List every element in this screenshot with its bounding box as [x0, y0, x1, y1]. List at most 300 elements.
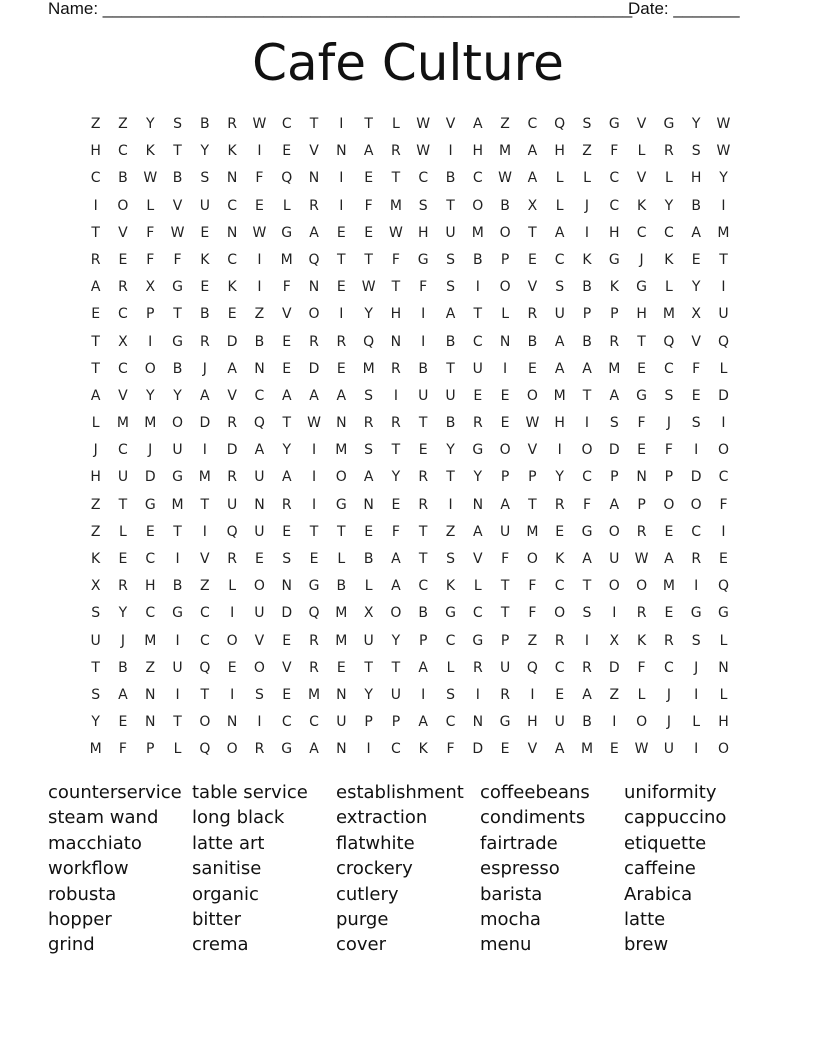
grid-letter[interactable]: Z — [90, 523, 101, 540]
grid-letter[interactable]: W — [525, 415, 540, 432]
grid-letter[interactable]: E — [200, 224, 210, 241]
grid-letter[interactable]: T — [473, 306, 483, 323]
grid-letter[interactable]: E — [719, 551, 728, 567]
grid-letter[interactable]: T — [364, 251, 373, 268]
grid-letter[interactable]: A — [200, 387, 210, 404]
grid-letter[interactable]: N — [281, 578, 292, 595]
grid-letter[interactable]: G — [172, 279, 183, 296]
grid-letter[interactable]: T — [528, 496, 537, 513]
grid-letter[interactable]: S — [555, 279, 565, 296]
grid-letter[interactable]: W — [388, 224, 403, 241]
grid-letter[interactable]: Y — [555, 469, 564, 486]
grid-letter[interactable]: Q — [363, 333, 375, 350]
grid-letter[interactable]: T — [337, 251, 346, 268]
grid-letter[interactable]: I — [339, 306, 344, 323]
grid-letter[interactable]: A — [445, 306, 456, 323]
grid-letter[interactable]: Q — [526, 659, 538, 676]
grid-letter[interactable]: B — [473, 251, 483, 268]
grid-letter[interactable]: F — [637, 659, 646, 676]
grid-letter[interactable]: A — [664, 551, 674, 567]
grid-letter[interactable]: D — [199, 415, 211, 432]
grid-letter[interactable]: T — [173, 306, 182, 323]
grid-letter[interactable]: N — [472, 714, 484, 731]
grid-letter[interactable]: D — [690, 469, 702, 486]
grid-letter[interactable]: U — [445, 224, 456, 241]
grid-letter[interactable]: R — [554, 632, 565, 649]
grid-letter[interactable]: T — [582, 387, 592, 404]
grid-letter[interactable]: S — [446, 279, 455, 296]
grid-letter[interactable]: R — [227, 116, 237, 132]
grid-letter[interactable]: L — [337, 551, 346, 567]
grid-letter[interactable]: U — [472, 360, 483, 377]
grid-letter[interactable]: W — [716, 116, 731, 132]
grid-letter[interactable]: U — [554, 306, 565, 323]
grid-letter[interactable]: C — [472, 170, 483, 187]
grid-letter[interactable]: O — [663, 496, 675, 513]
grid-letter[interactable]: Y — [282, 442, 291, 459]
grid-letter[interactable]: C — [418, 170, 429, 187]
grid-letter[interactable]: H — [144, 578, 156, 595]
grid-letter[interactable]: U — [363, 632, 374, 649]
grid-letter[interactable]: R — [418, 496, 429, 513]
grid-letter[interactable]: W — [416, 116, 431, 132]
grid-letter[interactable]: J — [584, 197, 590, 214]
grid-letter[interactable]: F — [528, 578, 537, 595]
grid-letter[interactable]: Q — [199, 659, 211, 676]
grid-letter[interactable]: E — [282, 333, 292, 350]
grid-letter[interactable]: M — [171, 496, 184, 513]
grid-letter[interactable]: I — [721, 197, 726, 214]
grid-letter[interactable]: N — [390, 333, 402, 350]
grid-letter[interactable]: V — [118, 387, 128, 404]
grid-letter[interactable]: B — [254, 333, 265, 350]
grid-letter[interactable]: S — [173, 116, 182, 132]
grid-letter[interactable]: G — [281, 224, 293, 241]
grid-letter[interactable]: E — [418, 442, 428, 459]
grid-letter[interactable]: M — [662, 578, 675, 595]
grid-letter[interactable]: C — [663, 360, 674, 377]
grid-letter[interactable]: O — [390, 605, 402, 622]
grid-letter[interactable]: T — [446, 469, 455, 486]
grid-letter[interactable]: P — [637, 496, 646, 513]
grid-letter[interactable]: E — [200, 279, 210, 296]
grid-letter[interactable]: C — [554, 578, 565, 595]
grid-letter[interactable]: T — [309, 116, 319, 132]
grid-letter[interactable]: W — [634, 551, 649, 567]
grid-letter[interactable]: R — [254, 741, 265, 758]
grid-letter[interactable]: I — [339, 170, 344, 187]
grid-letter[interactable]: T — [637, 333, 646, 350]
grid-letter[interactable]: F — [173, 251, 182, 268]
grid-letter[interactable]: A — [527, 170, 538, 187]
grid-letter[interactable]: F — [364, 197, 373, 214]
grid-letter[interactable]: T — [391, 659, 401, 676]
grid-letter[interactable]: K — [582, 251, 592, 268]
grid-letter[interactable]: B — [172, 360, 183, 377]
grid-letter[interactable]: O — [717, 741, 729, 758]
grid-letter[interactable]: B — [418, 360, 429, 377]
grid-letter[interactable]: C — [227, 251, 238, 268]
grid-letter[interactable]: E — [145, 523, 155, 540]
grid-letter[interactable]: G — [281, 741, 293, 758]
grid-letter[interactable]: A — [227, 360, 237, 377]
grid-letter[interactable]: C — [663, 659, 674, 676]
grid-letter[interactable]: C — [445, 714, 456, 731]
grid-letter[interactable]: F — [419, 279, 428, 296]
grid-letter[interactable]: M — [526, 523, 539, 540]
grid-letter[interactable]: T — [391, 442, 401, 459]
grid-letter[interactable]: J — [666, 686, 671, 703]
grid-letter[interactable]: G — [608, 251, 620, 268]
grid-letter[interactable]: N — [226, 714, 238, 731]
grid-letter[interactable]: S — [364, 442, 374, 459]
grid-letter[interactable]: M — [553, 387, 566, 404]
grid-letter[interactable]: Y — [664, 197, 674, 214]
grid-letter[interactable]: O — [690, 496, 702, 513]
grid-letter[interactable]: R — [391, 143, 401, 160]
grid-letter[interactable]: E — [664, 605, 674, 622]
grid-letter[interactable]: V — [309, 143, 319, 160]
grid-letter[interactable]: R — [336, 333, 347, 350]
grid-letter[interactable]: I — [175, 551, 180, 567]
grid-letter[interactable]: O — [172, 415, 184, 432]
grid-letter[interactable]: L — [91, 415, 100, 432]
grid-letter[interactable]: Y — [364, 306, 373, 323]
grid-letter[interactable]: I — [584, 415, 590, 432]
grid-letter[interactable]: K — [555, 551, 565, 567]
grid-letter[interactable]: E — [500, 387, 510, 404]
grid-letter[interactable]: A — [554, 333, 565, 350]
grid-letter[interactable]: Y — [145, 387, 155, 404]
grid-letter[interactable]: L — [719, 632, 728, 649]
grid-letter[interactable]: I — [530, 686, 535, 703]
grid-letter[interactable]: N — [336, 143, 347, 160]
grid-letter[interactable]: I — [257, 143, 262, 160]
grid-letter[interactable]: H — [90, 469, 101, 486]
grid-letter[interactable]: G — [308, 578, 320, 595]
grid-letter[interactable]: Y — [719, 170, 728, 187]
grid-letter[interactable]: S — [582, 605, 592, 622]
grid-letter[interactable]: I — [694, 442, 699, 459]
grid-letter[interactable]: R — [472, 415, 483, 432]
grid-letter[interactable]: B — [418, 605, 429, 622]
grid-letter[interactable]: L — [637, 143, 646, 160]
grid-letter[interactable]: B — [445, 333, 456, 350]
grid-letter[interactable]: D — [281, 605, 293, 622]
grid-letter[interactable]: Z — [200, 578, 210, 595]
grid-letter[interactable]: Z — [582, 143, 592, 160]
grid-letter[interactable]: J — [666, 714, 671, 731]
grid-letter[interactable]: M — [335, 442, 348, 459]
grid-letter[interactable]: T — [91, 333, 100, 350]
grid-letter[interactable]: I — [584, 224, 590, 241]
grid-letter[interactable]: L — [146, 197, 155, 214]
grid-letter[interactable]: A — [363, 469, 374, 486]
grid-letter[interactable]: G — [417, 251, 429, 268]
grid-letter[interactable]: V — [200, 551, 210, 567]
grid-letter[interactable]: I — [202, 523, 207, 540]
grid-letter[interactable]: L — [228, 578, 237, 595]
grid-letter[interactable]: E — [555, 686, 565, 703]
grid-letter[interactable]: I — [421, 333, 426, 350]
grid-letter[interactable]: P — [582, 306, 592, 323]
grid-letter[interactable]: H — [90, 143, 101, 160]
grid-letter[interactable]: U — [172, 659, 183, 676]
grid-letter[interactable]: B — [582, 279, 592, 296]
grid-letter[interactable]: Q — [281, 170, 293, 187]
grid-letter[interactable]: W — [170, 224, 185, 241]
grid-letter[interactable]: E — [527, 360, 537, 377]
grid-letter[interactable]: Q — [663, 333, 675, 350]
grid-letter[interactable]: W — [252, 224, 267, 241]
grid-letter[interactable]: E — [118, 251, 128, 268]
grid-letter[interactable]: Q — [308, 251, 320, 268]
grid-letter[interactable]: P — [610, 306, 619, 323]
grid-letter[interactable]: B — [172, 578, 183, 595]
grid-letter[interactable]: E — [336, 279, 346, 296]
grid-letter[interactable]: S — [582, 116, 592, 132]
grid-letter[interactable]: L — [692, 714, 701, 731]
grid-letter[interactable]: K — [445, 578, 456, 595]
grid-letter[interactable]: E — [336, 360, 346, 377]
grid-letter[interactable]: T — [173, 714, 182, 731]
grid-letter[interactable]: T — [418, 415, 428, 432]
grid-letter[interactable]: U — [227, 496, 238, 513]
grid-letter[interactable]: X — [90, 578, 101, 595]
grid-letter[interactable]: B — [200, 306, 210, 323]
grid-letter[interactable]: A — [309, 224, 319, 241]
grid-letter[interactable]: R — [636, 523, 647, 540]
grid-letter[interactable]: A — [582, 360, 592, 377]
grid-letter[interactable]: I — [339, 197, 344, 214]
grid-letter[interactable]: A — [582, 686, 592, 703]
grid-letter[interactable]: C — [582, 469, 592, 486]
grid-letter[interactable]: O — [226, 741, 238, 758]
grid-letter[interactable]: T — [309, 523, 319, 540]
grid-letter[interactable]: V — [527, 741, 538, 758]
grid-letter[interactable]: C — [227, 197, 238, 214]
grid-letter[interactable]: U — [172, 442, 183, 459]
grid-letter[interactable]: S — [200, 170, 210, 187]
grid-letter[interactable]: V — [227, 387, 237, 404]
grid-letter[interactable]: F — [146, 224, 155, 241]
grid-letter[interactable]: A — [582, 551, 592, 567]
grid-letter[interactable]: S — [282, 551, 292, 567]
grid-letter[interactable]: Z — [90, 496, 101, 513]
grid-letter[interactable]: M — [144, 415, 157, 432]
grid-letter[interactable]: K — [664, 251, 674, 268]
grid-letter[interactable]: L — [555, 197, 564, 214]
grid-letter[interactable]: E — [609, 741, 619, 758]
grid-letter[interactable]: G — [144, 496, 156, 513]
grid-letter[interactable]: U — [445, 387, 456, 404]
grid-letter[interactable]: K — [636, 632, 647, 649]
grid-letter[interactable]: P — [500, 251, 510, 268]
grid-letter[interactable]: T — [391, 170, 401, 187]
grid-letter[interactable]: M — [662, 306, 675, 323]
grid-letter[interactable]: I — [721, 279, 726, 296]
grid-letter[interactable]: P — [418, 632, 428, 649]
grid-letter[interactable]: L — [555, 170, 564, 187]
grid-letter[interactable]: V — [473, 551, 483, 567]
grid-letter[interactable]: H — [527, 714, 538, 731]
grid-letter[interactable]: I — [503, 360, 508, 377]
grid-letter[interactable]: K — [227, 279, 237, 296]
grid-letter[interactable]: D — [144, 469, 156, 486]
grid-letter[interactable]: A — [554, 360, 565, 377]
grid-letter[interactable]: I — [694, 686, 699, 703]
grid-letter[interactable]: O — [526, 551, 538, 567]
grid-letter[interactable]: B — [527, 333, 538, 350]
grid-letter[interactable]: E — [91, 306, 101, 323]
grid-letter[interactable]: P — [146, 741, 155, 758]
grid-letter[interactable]: I — [475, 279, 480, 296]
grid-letter[interactable]: Z — [90, 116, 101, 132]
grid-letter[interactable]: J — [639, 251, 644, 268]
grid-letter[interactable]: L — [119, 523, 127, 540]
grid-letter[interactable]: I — [721, 523, 726, 540]
grid-letter[interactable]: F — [391, 251, 400, 268]
grid-letter[interactable]: S — [691, 143, 701, 160]
grid-letter[interactable]: A — [527, 143, 538, 160]
grid-letter[interactable]: G — [608, 116, 620, 132]
grid-letter[interactable]: Z — [609, 686, 620, 703]
grid-letter[interactable]: R — [199, 333, 210, 350]
grid-letter[interactable]: R — [227, 415, 237, 432]
grid-letter[interactable]: K — [200, 251, 210, 268]
grid-letter[interactable]: C — [281, 714, 292, 731]
grid-letter[interactable]: T — [118, 496, 128, 513]
grid-letter[interactable]: C — [118, 442, 128, 459]
grid-letter[interactable]: E — [637, 360, 647, 377]
grid-letter[interactable]: I — [339, 116, 344, 132]
grid-letter[interactable]: Z — [527, 632, 538, 649]
grid-letter[interactable]: O — [144, 360, 156, 377]
grid-letter[interactable]: E — [691, 251, 701, 268]
grid-letter[interactable]: D — [472, 741, 484, 758]
grid-letter[interactable]: M — [280, 251, 293, 268]
grid-letter[interactable]: D — [308, 360, 320, 377]
grid-letter[interactable]: I — [311, 496, 317, 513]
grid-letter[interactable]: S — [691, 632, 701, 649]
grid-letter[interactable]: C — [309, 714, 319, 731]
grid-letter[interactable]: I — [421, 686, 426, 703]
grid-letter[interactable]: A — [363, 143, 374, 160]
grid-letter[interactable]: O — [717, 442, 729, 459]
grid-letter[interactable]: N — [336, 415, 347, 432]
grid-letter[interactable]: L — [473, 578, 482, 595]
grid-letter[interactable]: S — [364, 387, 374, 404]
grid-letter[interactable]: M — [717, 224, 730, 241]
grid-letter[interactable]: T — [446, 197, 455, 214]
grid-letter[interactable]: D — [226, 442, 238, 459]
grid-letter[interactable]: F — [501, 551, 510, 567]
grid-letter[interactable]: Y — [391, 632, 401, 649]
grid-letter[interactable]: P — [146, 306, 155, 323]
grid-letter[interactable]: M — [335, 632, 348, 649]
grid-letter[interactable]: E — [118, 714, 128, 731]
grid-letter[interactable]: E — [336, 224, 346, 241]
grid-letter[interactable]: Z — [445, 523, 456, 540]
grid-letter[interactable]: N — [499, 333, 511, 350]
grid-letter[interactable]: I — [584, 632, 590, 649]
grid-letter[interactable]: N — [145, 686, 156, 703]
grid-letter[interactable]: E — [227, 306, 237, 323]
grid-letter[interactable]: D — [226, 333, 238, 350]
grid-letter[interactable]: C — [527, 116, 538, 132]
grid-letter[interactable]: Y — [145, 116, 155, 132]
grid-letter[interactable]: C — [663, 224, 674, 241]
grid-letter[interactable]: R — [90, 251, 101, 268]
grid-letter[interactable]: X — [691, 306, 701, 323]
grid-letter[interactable]: E — [118, 551, 128, 567]
grid-letter[interactable]: L — [392, 116, 400, 132]
grid-letter[interactable]: M — [198, 469, 211, 486]
grid-letter[interactable]: E — [473, 387, 483, 404]
grid-letter[interactable]: Q — [199, 741, 211, 758]
grid-letter[interactable]: I — [721, 415, 726, 432]
grid-letter[interactable]: T — [200, 496, 210, 513]
grid-letter[interactable]: B — [582, 714, 592, 731]
grid-letter[interactable]: B — [691, 197, 701, 214]
grid-letter[interactable]: B — [445, 170, 456, 187]
grid-letter[interactable]: B — [363, 551, 374, 567]
grid-letter[interactable]: H — [609, 224, 620, 241]
grid-letter[interactable]: N — [718, 659, 729, 676]
grid-letter[interactable]: U — [609, 551, 620, 567]
grid-letter[interactable]: N — [308, 279, 320, 296]
grid-letter[interactable]: K — [145, 143, 155, 160]
grid-letter[interactable]: Q — [308, 605, 320, 622]
grid-letter[interactable]: Y — [173, 387, 182, 404]
grid-letter[interactable]: E — [282, 632, 292, 649]
grid-letter[interactable]: R — [281, 496, 292, 513]
grid-letter[interactable]: Y — [691, 116, 701, 132]
grid-letter[interactable]: E — [691, 387, 701, 404]
grid-letter[interactable]: D — [608, 659, 620, 676]
grid-letter[interactable]: O — [636, 714, 648, 731]
grid-letter[interactable]: R — [664, 143, 674, 160]
grid-letter[interactable]: E — [500, 741, 510, 758]
grid-letter[interactable]: C — [472, 333, 483, 350]
grid-letter[interactable]: J — [148, 442, 153, 459]
grid-letter[interactable]: I — [202, 442, 207, 459]
grid-letter[interactable]: O — [499, 442, 511, 459]
grid-letter[interactable]: F — [637, 415, 646, 432]
grid-letter[interactable]: T — [582, 578, 592, 595]
grid-letter[interactable]: A — [473, 116, 483, 132]
grid-letter[interactable]: C — [636, 224, 647, 241]
grid-letter[interactable]: J — [120, 632, 126, 649]
grid-letter[interactable]: F — [692, 360, 701, 377]
grid-letter[interactable]: V — [445, 116, 456, 132]
grid-letter[interactable]: R — [527, 306, 538, 323]
grid-letter[interactable]: P — [664, 469, 674, 486]
grid-letter[interactable]: C — [609, 170, 620, 187]
grid-letter[interactable]: T — [364, 116, 373, 132]
grid-letter[interactable]: T — [173, 523, 182, 540]
grid-letter[interactable]: A — [281, 469, 292, 486]
grid-letter[interactable]: K — [91, 551, 101, 567]
grid-letter[interactable]: L — [719, 360, 728, 377]
grid-letter[interactable]: L — [364, 578, 373, 595]
grid-letter[interactable]: R — [582, 659, 592, 676]
grid-letter[interactable]: V — [636, 116, 647, 132]
grid-letter[interactable]: L — [664, 279, 673, 296]
grid-letter[interactable]: E — [255, 197, 264, 214]
grid-letter[interactable]: M — [307, 686, 321, 703]
grid-letter[interactable]: Q — [717, 578, 729, 595]
